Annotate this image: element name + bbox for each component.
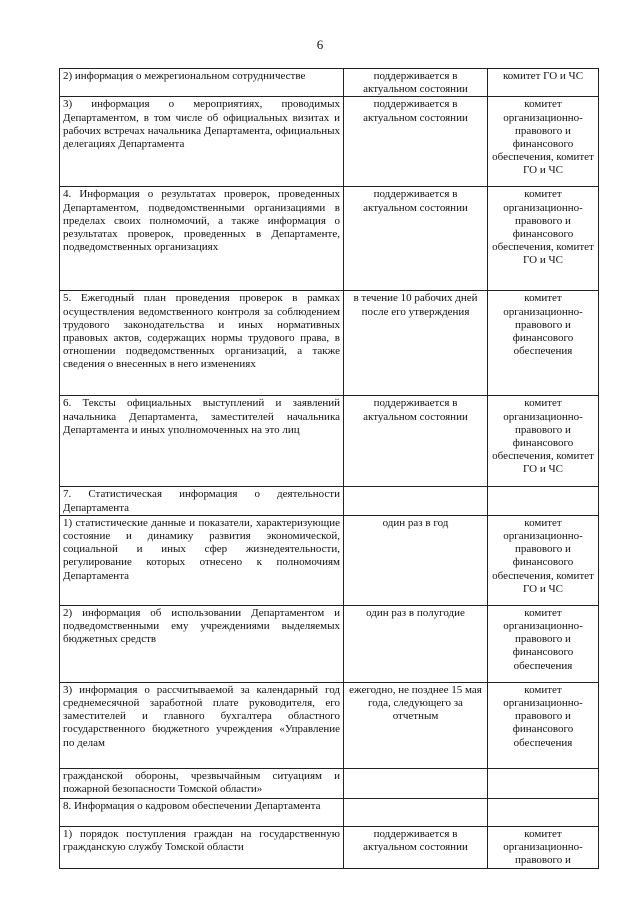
table-cell-frequency <box>344 798 488 826</box>
table-row <box>60 826 599 868</box>
table-cell-frequency: в течение 10 рабочих дней после его утверждения <box>344 291 488 396</box>
table-cell-info: гражданской обороны, чрезвычайным ситуациям и пожарной безопасности Томской области» <box>60 768 344 798</box>
table-cell-frequency: поддерживается в актуальном состоянии <box>344 396 488 487</box>
table-cell-frequency <box>344 487 488 515</box>
table-cell-responsible: комитет организационно-правового и финансового обеспечения <box>488 291 599 396</box>
table-row <box>60 798 599 826</box>
table-cell-frequency: поддерживается в актуальном состоянии <box>344 826 488 868</box>
table-cell-responsible <box>488 487 599 515</box>
table-cell-frequency: ежегодно, не позднее 15 мая года, следующего за отчетным <box>344 682 488 768</box>
table-cell-info: 2) информация о межрегиональном сотрудничестве <box>60 69 344 97</box>
table-row <box>60 396 599 487</box>
table-cell-frequency: поддерживается в актуальном состоянии <box>344 187 488 291</box>
table-cell-frequency: один раз в полугодие <box>344 605 488 682</box>
table-row <box>60 69 599 97</box>
table-row <box>60 605 599 682</box>
table-row <box>60 291 599 396</box>
table-cell-responsible <box>488 768 599 798</box>
table-cell-responsible <box>488 798 599 826</box>
table-row <box>60 97 599 187</box>
table-cell-info: 5. Ежегодный план проведения проверок в рамках осуществления ведомственного контроля за соблюдением трудового законодательства и иных нормативных правовых актов, содержащих нормы трудового права, в отношении подведомственных организаций, а также сведения о внесенных в него изменениях <box>60 291 344 396</box>
table-cell-frequency: поддерживается в актуальном состоянии <box>344 69 488 97</box>
table-cell-frequency <box>344 768 488 798</box>
table-cell-responsible: комитет организационно-правового и финансового обеспечения, комитет ГО и ЧС <box>488 396 599 487</box>
table-cell-frequency: один раз в год <box>344 515 488 605</box>
table-cell-info: 7. Статистическая информация о деятельности Департамента <box>60 487 344 515</box>
table-cell-info: 6. Тексты официальных выступлений и заявлений начальника Департамента, заместителей начальника Департамента и иных уполномоченных на это лиц <box>60 396 344 487</box>
table-cell-responsible: комитет организационно-правового и <box>488 826 599 868</box>
table-cell-frequency: поддерживается в актуальном состоянии <box>344 97 488 187</box>
table-row <box>60 487 599 515</box>
page-number: 6 <box>316 37 324 52</box>
table-row <box>60 768 599 798</box>
table-cell-info: 1) порядок поступления граждан на государственную гражданскую службу Томской области <box>60 826 344 868</box>
table-cell-responsible: комитет организационно-правового и финансового обеспечения <box>488 605 599 682</box>
table-cell-info: 4. Информация о результатах проверок, проведенных Департаментом, подведомственными организациями в пределах своих полномочий, а также информация о результатах проверок, проведенных в Департаменте, подведомственных организациях <box>60 187 344 291</box>
table-cell-responsible: комитет организационно-правового и финансового обеспечения, комитет ГО и ЧС <box>488 187 599 291</box>
table-row <box>60 682 599 768</box>
table-cell-responsible: комитет организационно-правового и финансового обеспечения, комитет ГО и ЧС <box>488 97 599 187</box>
table-cell-info: 8. Информация о кадровом обеспечении Департамента <box>60 798 344 826</box>
table-cell-responsible: комитет организационно-правового и финансового обеспечения, комитет ГО и ЧС <box>488 515 599 605</box>
table-cell-info: 3) информация о рассчитываемой за календарный год среднемесячной заработной плате руководителя, его заместителей и главного бухгалтера областного государственного бюджетного учреждения «Управление по делам <box>60 682 344 768</box>
table-row <box>60 187 599 291</box>
table-cell-info: 2) информация об использовании Департаментом и подведомственными ему учреждениями выделяемых бюджетных средств <box>60 605 344 682</box>
table-cell-info: 1) статистические данные и показатели, характеризующие состояние и динамику развития экономической, социальной и иных сфер жизнедеятельности, регулирование которых отнесено к полномочиям Департамента <box>60 515 344 605</box>
information-table <box>59 68 599 869</box>
table-cell-responsible: комитет ГО и ЧС <box>488 69 599 97</box>
table-row <box>60 515 599 605</box>
table-cell-responsible: комитет организационно-правового и финансового обеспечения <box>488 682 599 768</box>
table-cell-info: 3) информация о мероприятиях, проводимых Департаментом, в том числе об официальных визитах и рабочих встречах начальника Департамента, официальных делегациях Департамента <box>60 97 344 187</box>
